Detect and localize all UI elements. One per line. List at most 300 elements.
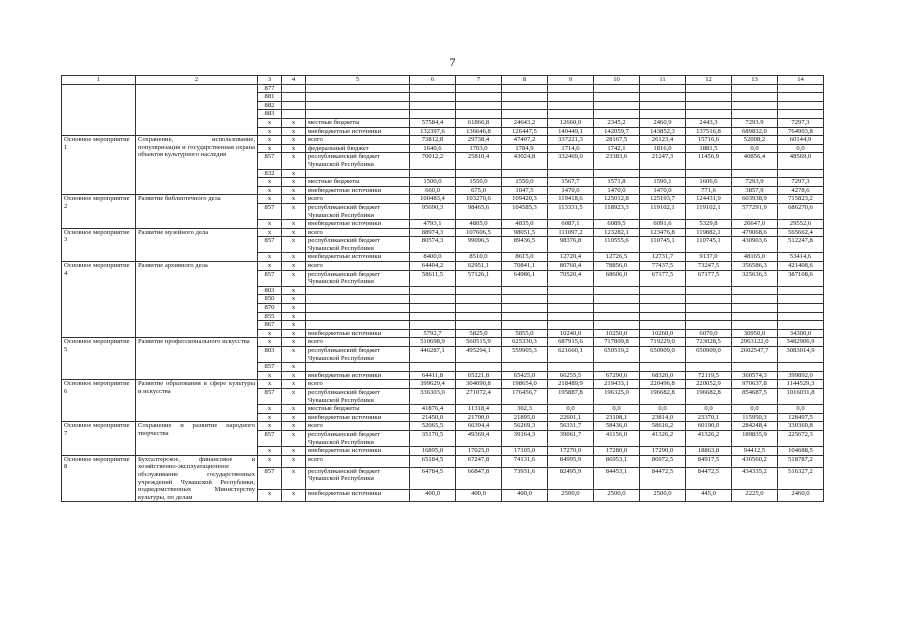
amount-cell: 16895,0 — [410, 447, 456, 456]
amount-cell: 84995,9 — [548, 455, 594, 467]
section-cell: х — [282, 413, 306, 422]
activity-description — [136, 84, 258, 136]
column-number-8: 8 — [502, 76, 548, 85]
amount-cell: 21700,0 — [456, 413, 502, 422]
amount-cell: 140449,1 — [548, 127, 594, 136]
funding-source: республиканский бюджет Чувашской Республики — [306, 237, 410, 253]
amount-cell — [502, 110, 548, 119]
amount-cell: 64784,5 — [410, 467, 456, 490]
code-cell: х — [258, 413, 282, 422]
code-cell: х — [258, 228, 282, 237]
amount-cell: 271072,4 — [456, 388, 502, 404]
amount-cell: 15716,6 — [686, 136, 732, 145]
amount-cell: 421408,6 — [778, 262, 824, 271]
amount-cell: 970637,8 — [732, 380, 778, 389]
amount-cell — [594, 84, 640, 93]
amount-cell: 98051,5 — [502, 228, 548, 237]
amount-cell: 43024,8 — [502, 153, 548, 169]
code-cell: х — [258, 338, 282, 347]
amount-cell: 68606,0 — [594, 270, 640, 286]
amount-cell — [548, 363, 594, 372]
amount-cell: 62951,1 — [456, 262, 502, 271]
code-cell: х — [258, 178, 282, 187]
code-cell: 857 — [258, 467, 282, 490]
funding-source: внебюджетные источники — [306, 413, 410, 422]
amount-cell: 225672,3 — [778, 430, 824, 446]
amount-cell: 387108,6 — [778, 270, 824, 286]
section-cell: х — [282, 237, 306, 253]
section-cell: х — [282, 321, 306, 330]
code-cell: х — [258, 144, 282, 153]
amount-cell: 565662,4 — [778, 228, 824, 237]
amount-cell: 1550,0 — [456, 178, 502, 187]
table-row — [62, 84, 824, 93]
code-cell: х — [258, 186, 282, 195]
amount-cell: 6070,0 — [686, 329, 732, 338]
amount-cell: 0,0 — [778, 405, 824, 414]
code-cell: 857 — [258, 363, 282, 372]
amount-cell: 28167,5 — [594, 136, 640, 145]
amount-cell: 119102,1 — [686, 203, 732, 219]
funding-source: всего — [306, 136, 410, 145]
amount-cell — [456, 101, 502, 110]
funding-source: республиканский бюджет Чувашской Республики — [306, 270, 410, 286]
amount-cell — [778, 84, 824, 93]
column-number-1: 1 — [62, 76, 136, 85]
amount-cell — [732, 363, 778, 372]
amount-cell: 86953,1 — [594, 455, 640, 467]
amount-cell: 94412,5 — [732, 447, 778, 456]
amount-cell — [502, 286, 548, 295]
activity-name: Основное мероприятие 6 — [62, 380, 136, 422]
amount-cell: 110745,1 — [640, 237, 686, 253]
table-row — [62, 380, 824, 389]
column-number-11: 11 — [640, 76, 686, 85]
amount-cell — [502, 93, 548, 102]
amount-cell — [548, 84, 594, 93]
code-cell: 881 — [258, 93, 282, 102]
amount-cell: 2443,3 — [686, 118, 732, 127]
code-cell: х — [258, 422, 282, 431]
amount-cell — [502, 295, 548, 304]
section-cell: х — [282, 153, 306, 169]
amount-cell: 510698,9 — [410, 338, 456, 347]
amount-cell: 2500,0 — [548, 490, 594, 502]
amount-cell: 17290,0 — [640, 447, 686, 456]
amount-cell: 330360,8 — [778, 422, 824, 431]
amount-cell: 95690,3 — [410, 203, 456, 219]
amount-cell — [640, 84, 686, 93]
amount-cell — [594, 295, 640, 304]
amount-cell: 65184,5 — [410, 455, 456, 467]
code-cell: 857 — [258, 270, 282, 286]
section-cell — [282, 93, 306, 102]
amount-cell — [640, 110, 686, 119]
amount-cell: 68320,0 — [640, 371, 686, 380]
amount-cell — [778, 295, 824, 304]
amount-cell: 65425,0 — [502, 371, 548, 380]
amount-cell — [456, 312, 502, 321]
amount-cell: 60190,0 — [686, 422, 732, 431]
amount-cell: 119102,1 — [640, 203, 686, 219]
amount-cell: 17025,0 — [456, 447, 502, 456]
amount-cell — [778, 321, 824, 330]
amount-cell: 2602547,7 — [732, 347, 778, 363]
amount-cell — [548, 93, 594, 102]
section-cell: х — [282, 347, 306, 363]
funding-source: всего — [306, 455, 410, 467]
amount-cell: 66847,8 — [456, 467, 502, 490]
funding-source: всего — [306, 338, 410, 347]
amount-cell: 21247,3 — [640, 153, 686, 169]
amount-cell: 82495,9 — [548, 467, 594, 490]
amount-cell: 854687,5 — [732, 388, 778, 404]
amount-cell: 8400,0 — [410, 253, 456, 262]
amount-cell — [686, 304, 732, 313]
amount-cell — [502, 101, 548, 110]
amount-cell — [410, 169, 456, 178]
amount-cell — [410, 312, 456, 321]
amount-cell: 332469,0 — [548, 153, 594, 169]
amount-cell: 53414,6 — [778, 253, 824, 262]
amount-cell: 100483,4 — [410, 195, 456, 204]
amount-cell — [640, 286, 686, 295]
amount-cell: 446287,1 — [410, 347, 456, 363]
amount-cell: 687915,6 — [548, 338, 594, 347]
section-cell: х — [282, 178, 306, 187]
amount-cell — [778, 101, 824, 110]
amount-cell: 0,0 — [594, 405, 640, 414]
funding-source — [306, 295, 410, 304]
amount-cell — [640, 169, 686, 178]
amount-cell — [502, 312, 548, 321]
amount-cell: 56331,7 — [548, 422, 594, 431]
amount-cell: 1784,9 — [502, 144, 548, 153]
code-cell: 857 — [258, 237, 282, 253]
amount-cell: 0,0 — [686, 405, 732, 414]
amount-cell: 196682,8 — [686, 388, 732, 404]
amount-cell: 1144529,3 — [778, 380, 824, 389]
amount-cell: 1047,5 — [502, 186, 548, 195]
amount-cell — [732, 312, 778, 321]
funding-source: внебюджетные источники — [306, 371, 410, 380]
amount-cell: 123476,8 — [640, 228, 686, 237]
amount-cell — [456, 304, 502, 313]
amount-cell: 12720,4 — [548, 253, 594, 262]
section-cell: х — [282, 371, 306, 380]
amount-cell — [594, 101, 640, 110]
amount-cell: 66255,5 — [548, 371, 594, 380]
amount-cell: 715823,2 — [778, 195, 824, 204]
section-cell — [282, 84, 306, 93]
funding-source: республиканский бюджет Чувашской Республики — [306, 430, 410, 446]
amount-cell: 1703,0 — [456, 144, 502, 153]
amount-cell: 2963122,0 — [732, 338, 778, 347]
amount-cell — [594, 169, 640, 178]
table-row — [62, 136, 824, 145]
section-cell — [282, 101, 306, 110]
code-cell: 857 — [258, 153, 282, 169]
amount-cell: 400,0 — [502, 490, 548, 502]
section-cell: х — [282, 455, 306, 467]
amount-cell: 11456,9 — [686, 153, 732, 169]
column-number-6: 6 — [410, 76, 456, 85]
table-row — [62, 422, 824, 431]
funding-source — [306, 363, 410, 372]
amount-cell: 675,0 — [456, 186, 502, 195]
amount-cell — [594, 286, 640, 295]
amount-cell: 771,6 — [686, 186, 732, 195]
funding-source — [306, 110, 410, 119]
amount-cell: 17105,0 — [502, 447, 548, 456]
amount-cell — [686, 295, 732, 304]
amount-cell: 61866,8 — [456, 118, 502, 127]
amount-cell: 1640,6 — [410, 144, 456, 153]
activity-name — [62, 84, 136, 136]
amount-cell: 29552,6 — [778, 220, 824, 229]
amount-cell — [456, 169, 502, 178]
amount-cell: 7293.9 — [732, 118, 778, 127]
amount-cell — [686, 312, 732, 321]
funding-source: федеральный бюджет — [306, 144, 410, 153]
amount-cell: 65221,8 — [456, 371, 502, 380]
amount-cell: 764903,8 — [778, 127, 824, 136]
amount-cell: 1714,6 — [548, 144, 594, 153]
funding-source: республиканский бюджет Чувашской Республики — [306, 203, 410, 219]
amount-cell: 9137,0 — [686, 253, 732, 262]
amount-cell: 625330,3 — [502, 338, 548, 347]
amount-cell — [456, 93, 502, 102]
amount-cell — [502, 304, 548, 313]
code-cell: 832 — [258, 169, 282, 178]
amount-cell — [502, 321, 548, 330]
amount-cell: 98376,8 — [548, 237, 594, 253]
section-cell: х — [282, 430, 306, 446]
amount-cell — [778, 312, 824, 321]
section-cell: х — [282, 312, 306, 321]
amount-cell — [686, 286, 732, 295]
code-cell: х — [258, 195, 282, 204]
amount-cell: 10260,0 — [640, 329, 686, 338]
amount-cell — [548, 101, 594, 110]
amount-cell: 104688,5 — [778, 447, 824, 456]
activity-description: Развитие библиотечного дела — [136, 195, 258, 228]
amount-cell — [548, 110, 594, 119]
amount-cell: 6087,1 — [548, 220, 594, 229]
amount-cell: 41326,2 — [640, 430, 686, 446]
amount-cell: 4793,1 — [410, 220, 456, 229]
amount-cell — [686, 321, 732, 330]
amount-cell — [640, 295, 686, 304]
section-cell: х — [282, 127, 306, 136]
section-cell — [282, 110, 306, 119]
amount-cell: 400,0 — [410, 490, 456, 502]
funding-source — [306, 169, 410, 178]
code-cell: х — [258, 447, 282, 456]
amount-cell: 70012,2 — [410, 153, 456, 169]
amount-cell: 119418,6 — [548, 195, 594, 204]
activity-name: Основное мероприятие 2 — [62, 195, 136, 228]
funding-source: внебюджетные источники — [306, 220, 410, 229]
code-cell: 855 — [258, 312, 282, 321]
amount-cell: 560515,9 — [456, 338, 502, 347]
code-cell: х — [258, 220, 282, 229]
section-cell: х — [282, 203, 306, 219]
funding-source: местные бюджеты — [306, 118, 410, 127]
amount-cell: 30950,0 — [732, 329, 778, 338]
funding-source — [306, 312, 410, 321]
column-number-2: 2 — [136, 76, 258, 85]
funding-source: внебюджетные источники — [306, 329, 410, 338]
amount-cell: 47407,2 — [502, 136, 548, 145]
amount-cell — [640, 304, 686, 313]
amount-cell: 84472,5 — [686, 467, 732, 490]
amount-cell: 430903,6 — [732, 237, 778, 253]
amount-cell — [410, 84, 456, 93]
amount-cell — [732, 321, 778, 330]
amount-cell: 650519,2 — [594, 347, 640, 363]
amount-cell — [594, 363, 640, 372]
amount-cell: 6091,6 — [640, 220, 686, 229]
amount-cell: 325636,3 — [732, 270, 778, 286]
funding-source: республиканский бюджет Чувашской Республики — [306, 467, 410, 490]
amount-cell: 400,0 — [456, 490, 502, 502]
amount-cell: 719229,0 — [640, 338, 686, 347]
amount-cell — [732, 84, 778, 93]
funding-source: всего — [306, 228, 410, 237]
funding-source: республиканский бюджет Чувашской Республики — [306, 388, 410, 404]
amount-cell: 12660,0 — [548, 118, 594, 127]
amount-cell: 73247,5 — [686, 262, 732, 271]
amount-cell — [640, 321, 686, 330]
funding-source: внебюджетные источники — [306, 186, 410, 195]
amount-cell: 143852,3 — [640, 127, 686, 136]
amount-cell: 2345,2 — [594, 118, 640, 127]
amount-cell: 110555,6 — [594, 237, 640, 253]
section-cell: х — [282, 286, 306, 295]
amount-cell: 12731,7 — [640, 253, 686, 262]
amount-cell: 29738,4 — [456, 136, 502, 145]
amount-cell — [732, 169, 778, 178]
amount-cell: 64986,1 — [502, 270, 548, 286]
amount-cell: 104585,3 — [502, 203, 548, 219]
amount-cell: 80760,4 — [548, 262, 594, 271]
funding-source: всего — [306, 380, 410, 389]
column-number-5: 5 — [306, 76, 410, 85]
amount-cell: 723028,5 — [686, 338, 732, 347]
section-cell: х — [282, 490, 306, 502]
amount-cell: 2500,0 — [640, 490, 686, 502]
amount-cell: 302,3 — [502, 405, 548, 414]
amount-cell: 23108,1 — [594, 413, 640, 422]
amount-cell: 17280,0 — [594, 447, 640, 456]
funding-source — [306, 84, 410, 93]
code-cell: 857 — [258, 388, 282, 404]
amount-cell: 89436,5 — [502, 237, 548, 253]
section-cell: х — [282, 363, 306, 372]
amount-cell — [686, 363, 732, 372]
amount-cell: 88974,3 — [410, 228, 456, 237]
code-cell: х — [258, 405, 282, 414]
amount-cell: 196682,8 — [640, 388, 686, 404]
amount-cell — [640, 93, 686, 102]
funding-source: местные бюджеты — [306, 405, 410, 414]
amount-cell: 23814,0 — [640, 413, 686, 422]
amount-cell: 512247,8 — [778, 237, 824, 253]
amount-cell: 0,0 — [732, 144, 778, 153]
funding-source — [306, 304, 410, 313]
section-cell: х — [282, 329, 306, 338]
amount-cell — [732, 295, 778, 304]
amount-cell: 603938,9 — [732, 195, 778, 204]
amount-cell: 73812,8 — [410, 136, 456, 145]
amount-cell — [410, 286, 456, 295]
amount-cell — [502, 169, 548, 178]
funding-source: всего — [306, 195, 410, 204]
amount-cell: 56269,3 — [502, 422, 548, 431]
section-cell: х — [282, 380, 306, 389]
amount-cell — [456, 84, 502, 93]
amount-cell: 126447,5 — [502, 127, 548, 136]
amount-cell: 1550,0 — [502, 178, 548, 187]
amount-cell: 23383,6 — [594, 153, 640, 169]
amount-cell: 3482906,9 — [778, 338, 824, 347]
code-cell: 850 — [258, 295, 282, 304]
amount-cell: 7297,3 — [778, 178, 824, 187]
amount-cell — [548, 312, 594, 321]
code-cell: х — [258, 455, 282, 467]
amount-cell: 1816,0 — [640, 144, 686, 153]
table-row — [62, 262, 824, 271]
amount-cell: 717809,8 — [594, 338, 640, 347]
amount-cell: 2460,9 — [640, 118, 686, 127]
column-number-3: 3 — [258, 76, 282, 85]
code-cell: х — [258, 136, 282, 145]
section-cell: х — [282, 144, 306, 153]
amount-cell — [410, 304, 456, 313]
amount-cell: 4835,0 — [502, 220, 548, 229]
amount-cell — [686, 101, 732, 110]
amount-cell: 86972,5 — [640, 455, 686, 467]
amount-cell — [548, 321, 594, 330]
amount-cell: 57126,1 — [456, 270, 502, 286]
column-number-4: 4 — [282, 76, 306, 85]
amount-cell: 58611,5 — [410, 270, 456, 286]
section-cell: х — [282, 422, 306, 431]
amount-cell: 18863,8 — [686, 447, 732, 456]
code-cell: 857 — [258, 430, 282, 446]
section-cell: х — [282, 388, 306, 404]
amount-cell: 10250,0 — [594, 329, 640, 338]
amount-cell: 1881,5 — [686, 144, 732, 153]
funding-source: всего — [306, 262, 410, 271]
amount-cell — [640, 312, 686, 321]
amount-cell: 1571,8 — [594, 178, 640, 187]
code-cell: х — [258, 127, 282, 136]
amount-cell — [502, 363, 548, 372]
amount-cell — [686, 93, 732, 102]
amount-cell: 73931,6 — [502, 467, 548, 490]
section-cell: х — [282, 118, 306, 127]
amount-cell — [594, 110, 640, 119]
amount-cell: 35170,5 — [410, 430, 456, 446]
amount-cell: 516327,2 — [778, 467, 824, 490]
amount-cell — [502, 84, 548, 93]
amount-cell: 2460,0 — [778, 490, 824, 502]
amount-cell: 34300,0 — [778, 329, 824, 338]
section-cell: х — [282, 253, 306, 262]
amount-cell — [778, 286, 824, 295]
